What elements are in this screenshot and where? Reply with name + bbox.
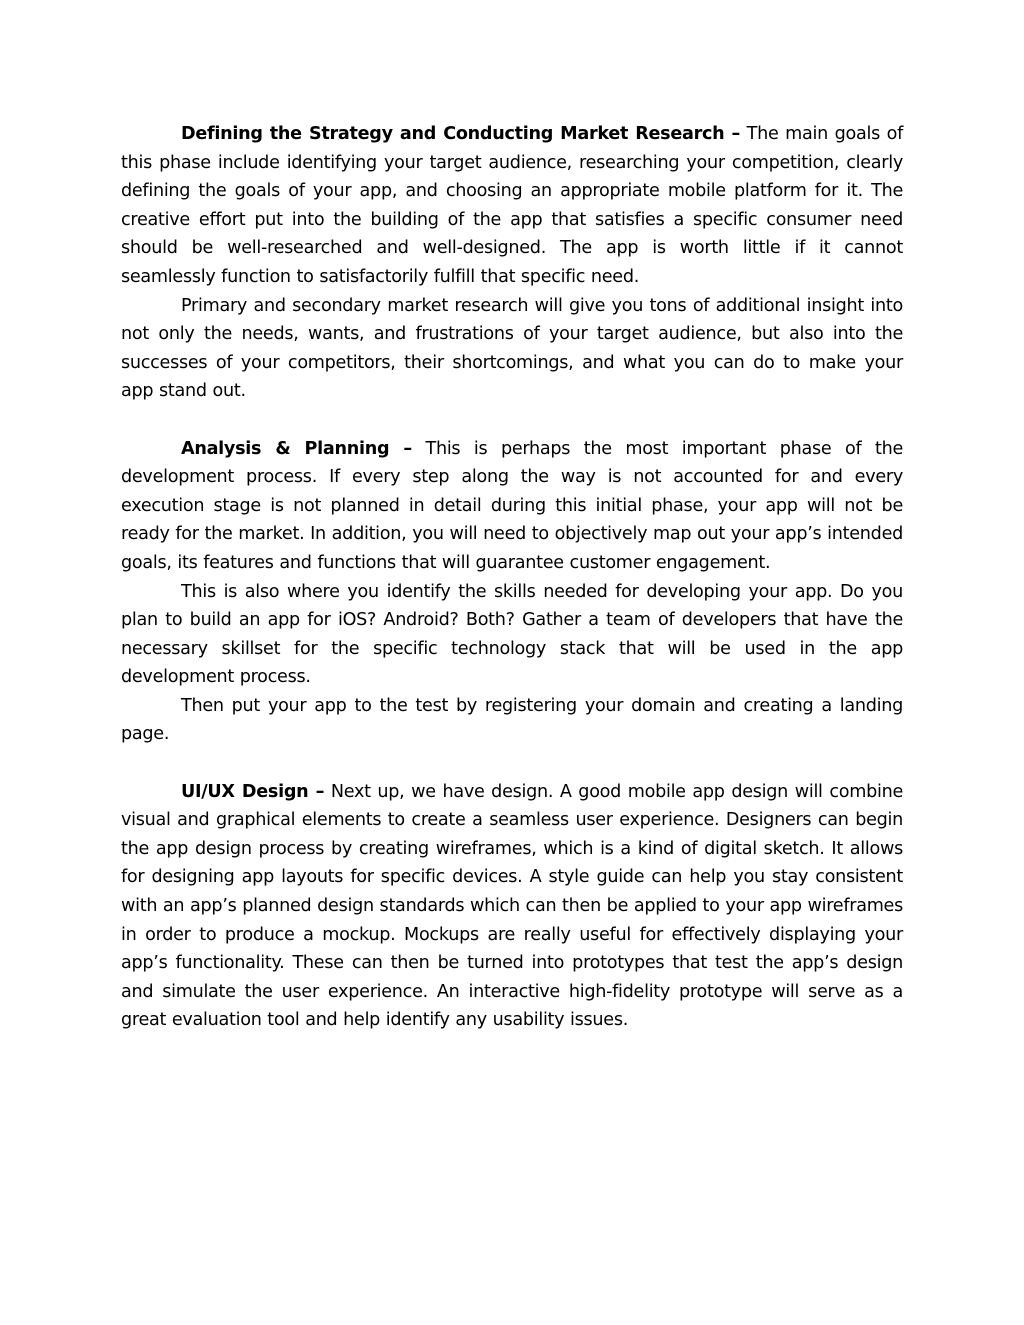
paragraph-text: This is perhaps the most important phase of the development process. If every step along the way is not accounted for and every execution stage is not planned in detail during this initial phase, your app will not be ready for the market. In addition, you will need to objectively map out your app’s intended goals, its features and functions that will guarantee customer engagement. — [121, 438, 903, 573]
paragraph-text: Next up, we have design. A good mobile app design will combine visual and graphical elements to create a seamless user experience. Designers can begin the app design process by creating wireframes, which is a kind of digital sketch. It allows for designing app layouts for specific devices. A style guide can help you stay consistent with an app’s planned design standards which can then be applied to your app wireframes in order to produce a mockup. Mockups are really useful for effectively displaying your app’s functionality. These can then be turned into prototypes that test the app’s design and simulate the user experience. An interactive high-fidelity prototype will serve as a great evaluation tool and help identify any usability issues. — [121, 781, 903, 1031]
paragraph: Primary and secondary market research will give you tons of additional insight into not only the needs, wants, and frustrations of your target audience, but also into the successes of your competitors, their shortcomings, and what you can do to make your app stand out. — [121, 295, 903, 402]
section-analysis-planning — [121, 435, 903, 750]
paragraph — [121, 778, 903, 1035]
paragraph-text: The main goals of this phase include identifying your target audience, researching your competition, clearly defining the goals of your app, and choosing an appropriate mobile platform for it. The creative effort put into the building of the app that satisfies a specific consumer need should be well-researched and well-designed. The app is worth little if it cannot seamlessly function to satisfactorily fulfill that specific need. — [121, 124, 903, 287]
section-heading: Defining the Strategy and Conducting Market Research – — [181, 124, 741, 144]
paragraph — [121, 120, 903, 292]
section-strategy-research — [121, 120, 903, 406]
section-heading: Analysis & Planning – — [181, 438, 412, 459]
document-page — [121, 120, 903, 1064]
section-heading: UI/UX Design – — [181, 781, 325, 802]
paragraph: Then put your app to the test by registering your domain and creating a landing page. — [121, 695, 903, 745]
section-ui-ux-design — [121, 778, 903, 1035]
paragraph: This is also where you identify the skills needed for developing your app. Do you plan to build an app for iOS? Android? Both? Gather a team of developers that have the necessary skillset for the specific technology stack that will be used in the app development process. — [121, 581, 903, 688]
paragraph — [121, 435, 903, 578]
